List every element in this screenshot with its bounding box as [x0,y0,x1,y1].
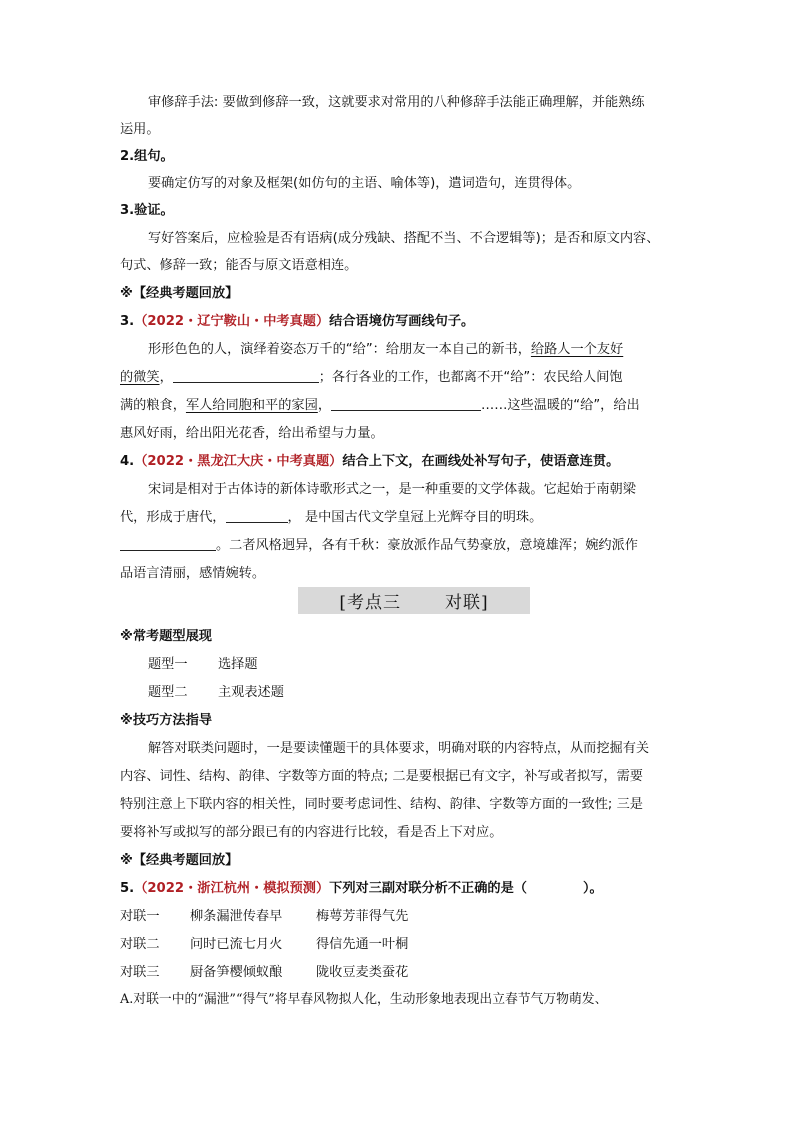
type-label: 题型二 [148,685,188,700]
paragraph-line: 要将补写或拟写的部分跟已有的内容进行比较，看是否上下对应。 [120,825,503,840]
underlined-text: 军人给同胞和平的家园 [185,398,318,413]
paragraph-line: 运用。 [120,122,160,137]
question-prompt: 结合语境仿写画线句子。 [329,314,475,329]
question-source: （2022・辽宁鞍山・中考真题） [134,314,330,329]
question-source: （2022・浙江杭州・模拟预测） [134,881,330,896]
answer-blank[interactable] [331,396,481,411]
question-prompt: 下列对三副对联分析不正确的是（ [329,881,527,896]
question-source: （2022・黑龙江大庆・中考真题） [134,454,343,469]
underlined-text: 的微笑 [120,370,160,385]
question-number: 4. [120,454,135,469]
question-4-title [120,452,619,472]
section-heading: 3.验证。 [120,203,174,218]
text-span: 代，形成于唐代， [120,510,226,525]
question-5-title [120,879,603,899]
text-span: ；各行各业的工作，也都离不开“给”：农民给人间饱 [318,370,623,385]
couplet-row [120,907,408,927]
paragraph-line: 解答对联类问题时，一是要读懂题干的具体要求，明确对联的内容特点，从而挖掘有关 [148,741,650,756]
question-number: 3. [120,314,135,329]
couplet-row [120,963,408,983]
text-span: ， [317,398,331,413]
paragraph-line: 审修辞手法: 要做到修辞一致，这就要求对常用的八种修辞手法能正确理解，并能熟练 [148,95,645,110]
paragraph-line: 特别注意上下联内容的相关性，同时要考虑词性、结构、韵律、字数等方面的一致性; 三是 [120,797,643,812]
couplet-lower: 陇收豆麦类蚕花 [316,965,409,980]
text-span: ， [159,370,173,385]
banner-left-text: [考点三 [339,593,401,613]
question-line [120,508,542,528]
couplet-upper: 厨备笋樱倾蚁酿 [190,965,283,980]
section-heading: 2.组句。 [120,149,174,164]
underlined-text: 给路人一个友好 [530,342,624,357]
question-line: 宋词是相对于古体诗的新体诗歌形式之一，是一种重要的文学体裁。它起始于南朝梁 [148,482,636,497]
couplet-upper: 问时已流七月火 [190,937,283,952]
question-line [148,340,623,360]
kaodian-banner [298,587,530,614]
question-line: 品语言清丽，感情婉转。 [120,566,266,581]
answer-blank[interactable] [173,368,319,383]
question-prompt: 结合上下文，在画线处补写句子，使语意连贯。 [342,454,620,469]
text-span: 满的粮食， [120,398,186,413]
paragraph-line: 内容、词性、结构、韵律、字数等方面的特点; 二是要根据已有文字，补写或者拟写，需要 [120,769,643,784]
section-heading: ※【经典考题回放】 [120,286,239,301]
text-span: ， 是中国古代文学皇冠上光辉夺目的明珠。 [287,510,543,525]
paragraph-line: 要确定仿写的对象及框架(如仿句的主语、喻体等)，遣词造句，连贯得体。 [148,176,581,191]
question-line [120,368,623,388]
banner-right-text: 对联] [445,593,489,613]
couplet-label: 对联三 [120,965,160,980]
type-row [148,655,258,675]
question-number: 5. [120,881,135,896]
answer-blank[interactable] [226,508,288,523]
type-row [148,683,284,703]
couplet-label: 对联一 [120,909,160,924]
answer-blank[interactable] [120,536,216,551]
couplet-lower: 得信先通一叶桐 [316,937,409,952]
text-span: 形形色色的人，演绎着姿态万千的“给”：给朋友一本自己的新书， [148,342,531,357]
type-value: 主观表述题 [218,685,284,700]
couplet-upper: 柳条漏泄传春早 [190,909,283,924]
couplet-row [120,935,408,955]
section-heading: ※常考题型展现 [120,629,212,644]
question-line [120,536,638,556]
section-heading: ※技巧方法指导 [120,713,212,728]
type-label: 题型一 [148,657,188,672]
option-a: A.对联一中的“漏泄”“得气”将早春风物拟人化，生动形象地表现出立春节气万物萌发、 [120,992,608,1007]
question-3-title [120,312,474,332]
type-value: 选择题 [218,657,258,672]
question-line: 惠风好雨，给出阳光花香，给出希望与力量。 [120,426,384,441]
question-prompt-end: ）。 [582,881,603,896]
paragraph-line: 句式、修辞一致；能否与原文语意相连。 [120,258,358,273]
question-line [120,396,640,416]
text-span: 。二者风格迥异，各有千秋：豪放派作品气势豪放，意境雄浑；婉约派作 [216,538,638,553]
text-span: ……这些温暖的“给”，给出 [481,398,640,413]
paragraph-line: 写好答案后，应检验是否有语病(成分残缺、搭配不当、不合逻辑等)；是否和原文内容、 [148,231,660,246]
couplet-label: 对联二 [120,937,160,952]
section-heading: ※【经典考题回放】 [120,853,239,868]
couplet-lower: 梅萼芳菲得气先 [316,909,409,924]
